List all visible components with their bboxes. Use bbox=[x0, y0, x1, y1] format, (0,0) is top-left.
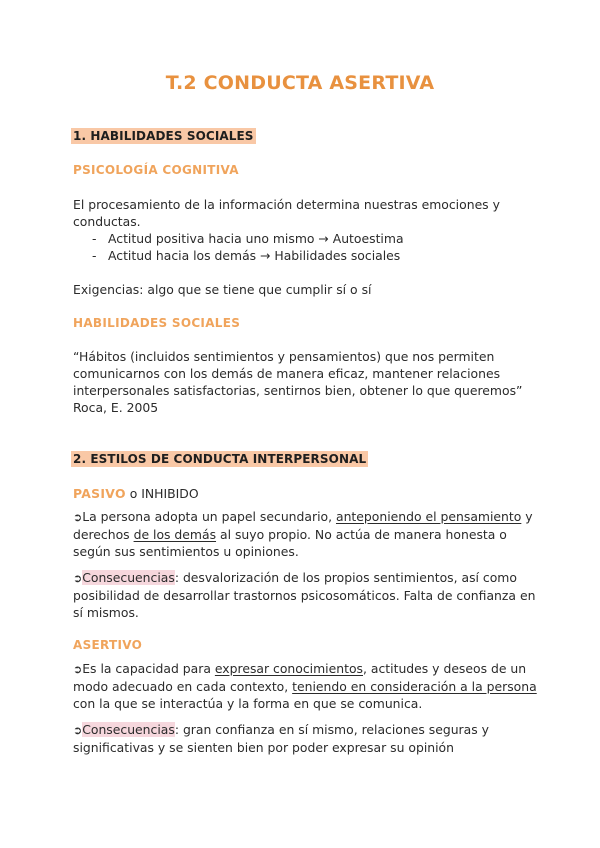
underlined-text: expresar conocimientos bbox=[214, 661, 363, 676]
paragraph-asertivo-consecuencias bbox=[73, 721, 533, 756]
pasivo-label-rest: o INHIBIDO bbox=[125, 486, 199, 501]
paragraph-line: significativas y se sienten bien por poder expresar su opinión bbox=[73, 740, 454, 755]
subheading-asertivo: ASERTIVO bbox=[73, 638, 143, 652]
quote-line: “Hábitos (incluidos sentimientos y pensamientos) que nos permiten bbox=[73, 349, 495, 364]
paragraph-line bbox=[73, 569, 533, 587]
quote-line: interpersonales satisfactorias, sentirnos bien, obtener lo que queremos” bbox=[73, 383, 523, 398]
text-segment: derechos bbox=[73, 527, 134, 542]
paragraph-line: El procesamiento de la información determina nuestras emociones y bbox=[73, 197, 500, 212]
text-segment: Es la capacidad para bbox=[82, 661, 215, 676]
underlined-text: teniendo en consideración a la persona bbox=[292, 679, 537, 694]
paragraph-asertivo-descripcion bbox=[73, 660, 537, 712]
paragraph-line: según sus sentimientos u opiniones. bbox=[73, 544, 299, 559]
text-segment: : gran confianza en sí mismo, relaciones seguras y bbox=[174, 722, 489, 737]
bullet-item-autoestima bbox=[92, 231, 404, 246]
paragraph-exigencias: Exigencias: algo que se tiene que cumplir sí o sí bbox=[73, 282, 372, 297]
paragraph-line bbox=[73, 721, 533, 739]
arrow-icon: ➲ bbox=[73, 724, 83, 737]
page-title: T.2 CONDUCTA ASERTIVA bbox=[165, 72, 435, 94]
paragraph-line bbox=[73, 678, 537, 695]
bullet-dash: - bbox=[92, 231, 97, 246]
section-1-heading: 1. HABILIDADES SOCIALES bbox=[73, 129, 254, 143]
paragraph-pasivo-descripcion bbox=[73, 508, 533, 560]
arrow-icon: ➲ bbox=[73, 511, 83, 524]
paragraph-pasivo-consecuencias bbox=[73, 569, 536, 621]
quote-line: comunicarnos con los demás de manera eficaz, mantener relaciones bbox=[73, 366, 501, 381]
highlighted-label: Consecuencias bbox=[82, 722, 175, 737]
paragraph-line bbox=[73, 526, 533, 543]
arrow-icon: ➲ bbox=[73, 663, 83, 676]
subheading-psicologia-cognitiva: PSICOLOGÍA COGNITIVA bbox=[73, 163, 239, 177]
section-2-heading: 2. ESTILOS DE CONDUCTA INTERPERSONAL bbox=[73, 452, 367, 466]
text-segment: La persona adopta un papel secundario, bbox=[82, 509, 336, 524]
subheading-pasivo bbox=[73, 485, 533, 502]
bullet-item-habilidades bbox=[92, 248, 400, 263]
paragraph-line: conductas. bbox=[73, 214, 141, 229]
underlined-text: de los demás bbox=[133, 527, 217, 542]
text-segment: al suyo propio. No actúa de manera honesta o bbox=[216, 527, 507, 542]
subheading-habilidades-sociales: HABILIDADES SOCIALES bbox=[73, 316, 241, 330]
paragraph-line: con la que se interactúa y la forma en que se comunica. bbox=[73, 696, 423, 711]
paragraph-line bbox=[73, 660, 533, 678]
paragraph-procesamiento bbox=[73, 196, 533, 230]
bullet-dash: - bbox=[92, 248, 97, 263]
text-segment: y bbox=[521, 509, 533, 524]
text-segment: modo adecuado en cada contexto, bbox=[73, 679, 293, 694]
pasivo-label: PASIVO bbox=[73, 486, 126, 501]
paragraph-line bbox=[73, 508, 533, 526]
text-segment: , actitudes y deseos de un bbox=[363, 661, 527, 676]
bullet-text: Actitud positiva hacia uno mismo → Autoestima bbox=[108, 231, 404, 246]
text-segment: : desvalorización de los propios sentimientos, así como bbox=[174, 570, 517, 585]
bullet-text: Actitud hacia los demás → Habilidades sociales bbox=[108, 248, 401, 263]
arrow-icon: ➲ bbox=[73, 572, 83, 585]
highlighted-label: Consecuencias bbox=[82, 570, 175, 585]
paragraph-line: posibilidad de desarrollar trastornos psicosomáticos. Falta de confianza en bbox=[73, 588, 536, 603]
quote-citation: Roca, E. 2005 bbox=[73, 400, 159, 415]
underlined-text: anteponiendo el pensamiento bbox=[335, 509, 522, 524]
quote-block bbox=[73, 348, 533, 416]
paragraph-line: sí mismos. bbox=[73, 605, 139, 620]
